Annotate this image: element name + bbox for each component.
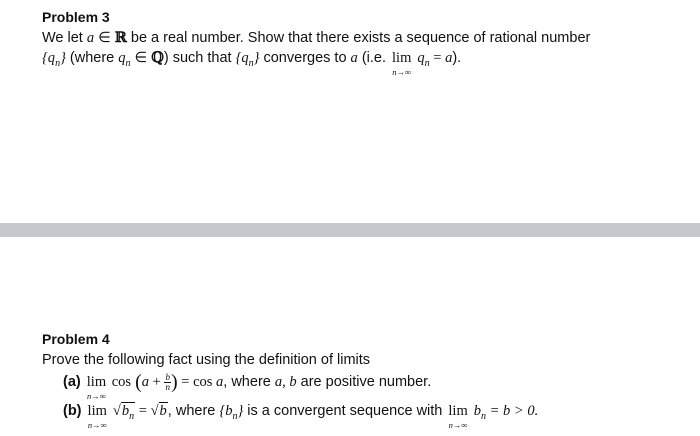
- math-var-a: a: [86, 30, 95, 46]
- sqrt-b-n: [113, 401, 135, 427]
- reals-symbol: ℝ: [114, 29, 127, 46]
- sqrt-b: [151, 401, 168, 421]
- radicand: [121, 402, 135, 422]
- lim-subscript: n→∞: [392, 67, 412, 77]
- sqrt-symbol: √: [150, 403, 159, 419]
- sequence-close: }: [237, 403, 244, 419]
- lim-text: lim: [392, 50, 412, 66]
- text: (i.e.: [357, 50, 391, 66]
- math-vars-a-b: a, b: [274, 374, 297, 390]
- lim-text: lim: [87, 403, 107, 419]
- subscript-n: n: [248, 57, 254, 69]
- text: , where: [223, 374, 275, 390]
- text: ) such that: [163, 50, 236, 66]
- text: is a convergent sequence with: [243, 403, 447, 419]
- lim-text: lim: [86, 374, 107, 390]
- sequence-q-open: {q: [235, 50, 249, 66]
- problem-4-part-b: [63, 401, 539, 430]
- sequence-q-open: {q: [42, 50, 56, 66]
- math-var-a: a: [216, 374, 224, 390]
- limit-operator: [86, 401, 109, 430]
- problem-3-line-1: [42, 28, 590, 48]
- problem-4-title: Problem 4: [42, 331, 110, 347]
- math-var-a: a: [445, 50, 453, 66]
- plus-sign: +: [149, 374, 165, 390]
- page-divider: [0, 223, 700, 237]
- element-of-symbol: ∈: [130, 50, 152, 66]
- sequence-b-open: {b: [219, 403, 233, 419]
- problem-3-line-2: [42, 48, 462, 77]
- lim-subscript: n→∞: [448, 420, 468, 430]
- limit-operator: [85, 372, 108, 401]
- text: (where: [65, 50, 119, 66]
- limit-operator: [446, 401, 469, 430]
- sequence-close: }: [253, 50, 260, 66]
- text: , where: [167, 403, 220, 419]
- text: are positive number.: [296, 374, 432, 390]
- subscript-n: n: [481, 410, 487, 422]
- rationals-symbol: ℚ: [151, 49, 164, 66]
- element-of-symbol: ∈: [94, 30, 115, 46]
- subscript-n: n: [424, 57, 430, 69]
- part-b-label: (b): [63, 403, 82, 419]
- fraction-numerator: b: [165, 371, 170, 382]
- problem-3-title: Problem 3: [42, 9, 110, 25]
- sqrt-symbol: √: [112, 403, 121, 419]
- lim-subscript: n→∞: [87, 391, 106, 401]
- math-var-a: a: [141, 374, 150, 390]
- text: be a real number. Show that there exists a sequence of rational number: [126, 30, 591, 46]
- subscript-n: n: [55, 57, 61, 69]
- subscript-n: n: [129, 410, 135, 422]
- radicand: b: [159, 403, 167, 419]
- fraction-denominator: n: [165, 381, 170, 392]
- equals-sign: =: [429, 50, 446, 66]
- problem-4-intro: Prove the following fact using the definition of limits: [42, 352, 371, 368]
- subscript-n: n: [232, 410, 238, 422]
- cos-function: cos: [108, 374, 132, 390]
- text: ).: [452, 50, 462, 66]
- equals-cos: = cos: [177, 374, 217, 390]
- lim-subscript: n→∞: [87, 420, 107, 430]
- math-var-b: b: [473, 403, 482, 419]
- equals-sign: =: [135, 403, 151, 419]
- sequence-close: }: [60, 50, 66, 66]
- part-a-label: (a): [63, 374, 81, 390]
- math-var-a: a: [350, 50, 358, 66]
- lim-text: lim: [448, 403, 468, 419]
- text: We let: [42, 30, 87, 46]
- text: converges to: [259, 50, 351, 66]
- math-var-q: q: [118, 50, 126, 66]
- subscript-n: n: [125, 57, 131, 69]
- right-paren: ): [170, 371, 178, 393]
- problem-4-part-a: [63, 371, 432, 401]
- left-paren: (: [135, 371, 142, 393]
- math-var-q: q: [417, 50, 425, 66]
- equals-b-greater-zero: = b > 0.: [486, 403, 539, 419]
- math-var-b: b: [121, 403, 130, 419]
- limit-operator: [390, 48, 413, 77]
